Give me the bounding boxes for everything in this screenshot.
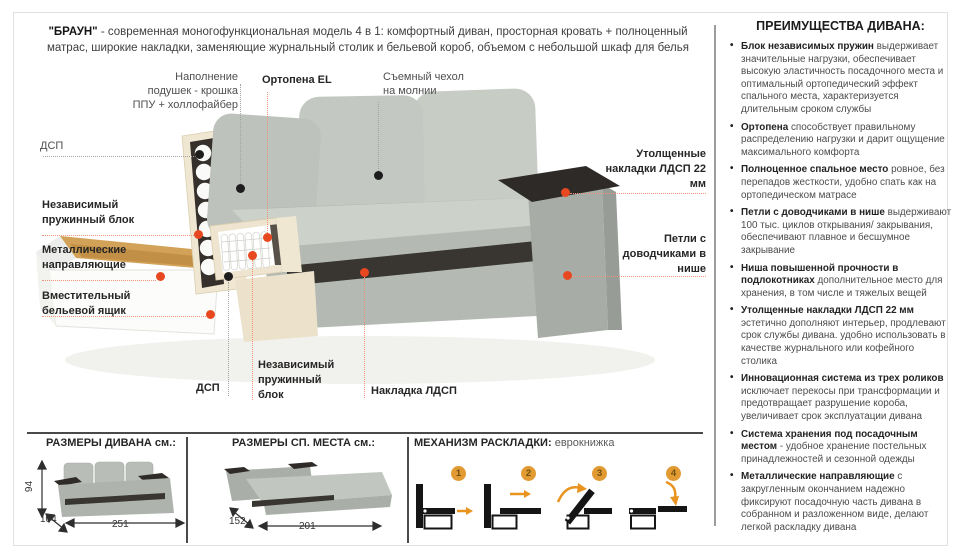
mechanism-step-icon — [552, 474, 616, 538]
advantages-heading: ПРЕИМУЩЕСТВА ДИВАНА: — [756, 19, 925, 33]
callout-hinges-right: Петли с доводчиками в нише — [622, 233, 706, 275]
callout-dot — [563, 271, 572, 280]
sofa-size-heading: РАЗМЕРЫ ДИВАНА см.: — [46, 437, 176, 449]
advantages-panel — [729, 19, 952, 539]
callout-dsp-left: ДСП — [40, 140, 64, 152]
advantage-item: • Ниша повышенной прочности в подлокотниках дополнительное место для хранения, в том числе и тяжелых вещей — [729, 263, 952, 301]
product-name: "БРАУН" — [48, 26, 98, 38]
bed-size-heading: РАЗМЕРЫ СП. МЕСТА см.: — [232, 437, 375, 449]
advantage-item: • Блок независимых пружин выдерживает значительные нагрузки, обеспечивает высокую эластичность посадочного места и оптимальный ортопедический эффект спального места, характеризуется длительным сроком службы — [729, 41, 952, 117]
mechanism-step-4 — [626, 462, 698, 544]
advantage-item: • Металлические направляющие с закругленным окончанием надежно фиксируют посадочную часть дивана в собранном и разложенном виде, делают легкой раскладку дивана — [729, 471, 952, 534]
leader-line — [228, 282, 229, 396]
leader-line — [252, 260, 253, 400]
step-number-badge: 2 — [521, 466, 536, 481]
sofa-size-arrows — [28, 460, 188, 544]
mechanism-step-icon — [411, 474, 475, 538]
callout-dot — [360, 268, 369, 277]
step-number-badge: 3 — [592, 466, 607, 481]
callout-spring-left: Независимый пружинный блок — [42, 199, 135, 226]
callout-ortopena: Ортопена EL — [262, 74, 332, 86]
callout-rails-left: Металлические направляющие — [42, 244, 127, 271]
mechanism-step-icon — [481, 474, 545, 538]
callout-spring-bottom: Независимый пружинный блок — [258, 359, 335, 401]
callout-dot — [248, 251, 257, 260]
leader-line — [378, 102, 379, 171]
panel-divider — [714, 25, 716, 526]
product-description: - современная моногофункциональная модель 4 в 1: комфортный диван, просторная кровать + полноценный матрас, широкие накладки, заменяющие журнальный столик и бельевой короб, объемом с небольшой шкаф для белья — [46, 26, 689, 54]
advantage-item: • Инновационная система из трех роликов исключает перекосы при трансформации и предотвращает разрушение короба, увеличивает срок эксплуатации дивана — [729, 373, 952, 423]
callout-filling: Наполнение подушек - крошка ППУ + холлофайбер — [132, 71, 238, 111]
leader-line — [364, 277, 365, 398]
callout-dot — [156, 272, 165, 281]
sofa-depth-value: 104 — [40, 514, 57, 525]
mechanism-type: еврокнижка — [554, 437, 615, 449]
leader-line — [240, 84, 241, 184]
callout-dsp-bottom: ДСП — [196, 382, 220, 394]
mechanism-heading: МЕХАНИЗМ РАСКЛАДКИ: еврокнижка — [414, 437, 615, 449]
callout-dot — [263, 233, 272, 242]
step-number-badge: 4 — [666, 466, 681, 481]
mechanism-step-2 — [481, 462, 553, 544]
callout-dot — [206, 310, 215, 319]
advantage-item: • Ортопена способствует правильному распределению нагрузки и дарит ощущение максимального комфорта — [729, 122, 952, 160]
step-number-badge: 1 — [451, 466, 466, 481]
bed-width-value: 201 — [299, 521, 316, 532]
mechanism-step-3 — [552, 462, 624, 544]
bottom-divider — [27, 432, 703, 434]
page-title — [32, 24, 704, 56]
callout-dot — [194, 230, 203, 239]
callout-cover: Съемный чехол на молнии — [383, 71, 464, 97]
section-divider — [407, 437, 409, 543]
callout-dot — [374, 171, 383, 180]
advantage-item: • Полноценное спальное место ровное, без перепадов жесткости, удобно спать как на ортопедическом матрасе — [729, 164, 952, 202]
callout-pad-bottom: Накладка ЛДСП — [371, 385, 457, 397]
sofa-height-value: 94 — [24, 480, 36, 493]
advantages-list — [729, 41, 952, 534]
advantage-item: • Система хранения под посадочным местом - удобное хранение постельных принадлежностей и сезонной одежды — [729, 429, 952, 467]
callout-drawer-left: Вместительный бельевой ящик — [42, 290, 131, 317]
callout-dot — [224, 272, 233, 281]
callout-dot — [195, 150, 204, 159]
callout-pads-right: Утолщенные накладки ЛДСП 22 мм — [605, 148, 706, 190]
callout-dot — [561, 188, 570, 197]
mechanism-step-1 — [411, 462, 483, 544]
leader-line — [570, 193, 706, 194]
callout-dot — [236, 184, 245, 193]
leader-line — [42, 235, 194, 236]
leader-line — [42, 280, 156, 281]
leader-line — [43, 156, 196, 157]
leader-line — [267, 92, 268, 233]
sofa-width-value: 251 — [112, 519, 129, 530]
mechanism-step-icon — [626, 474, 690, 538]
advantage-item: • Утолщенные накладки ЛДСП 22 мм эстетично дополняют интерьер, продлевают срок службы дивана. удобно использовать в качестве журнального или кофейного столика — [729, 305, 952, 368]
advantage-item: • Петли с доводчиками в нише выдерживают 100 тыс. циклов открывания/ закрывания, обеспечивают плавное и бесшумное закрывание — [729, 207, 952, 257]
bed-depth-value: 152 — [229, 516, 246, 527]
